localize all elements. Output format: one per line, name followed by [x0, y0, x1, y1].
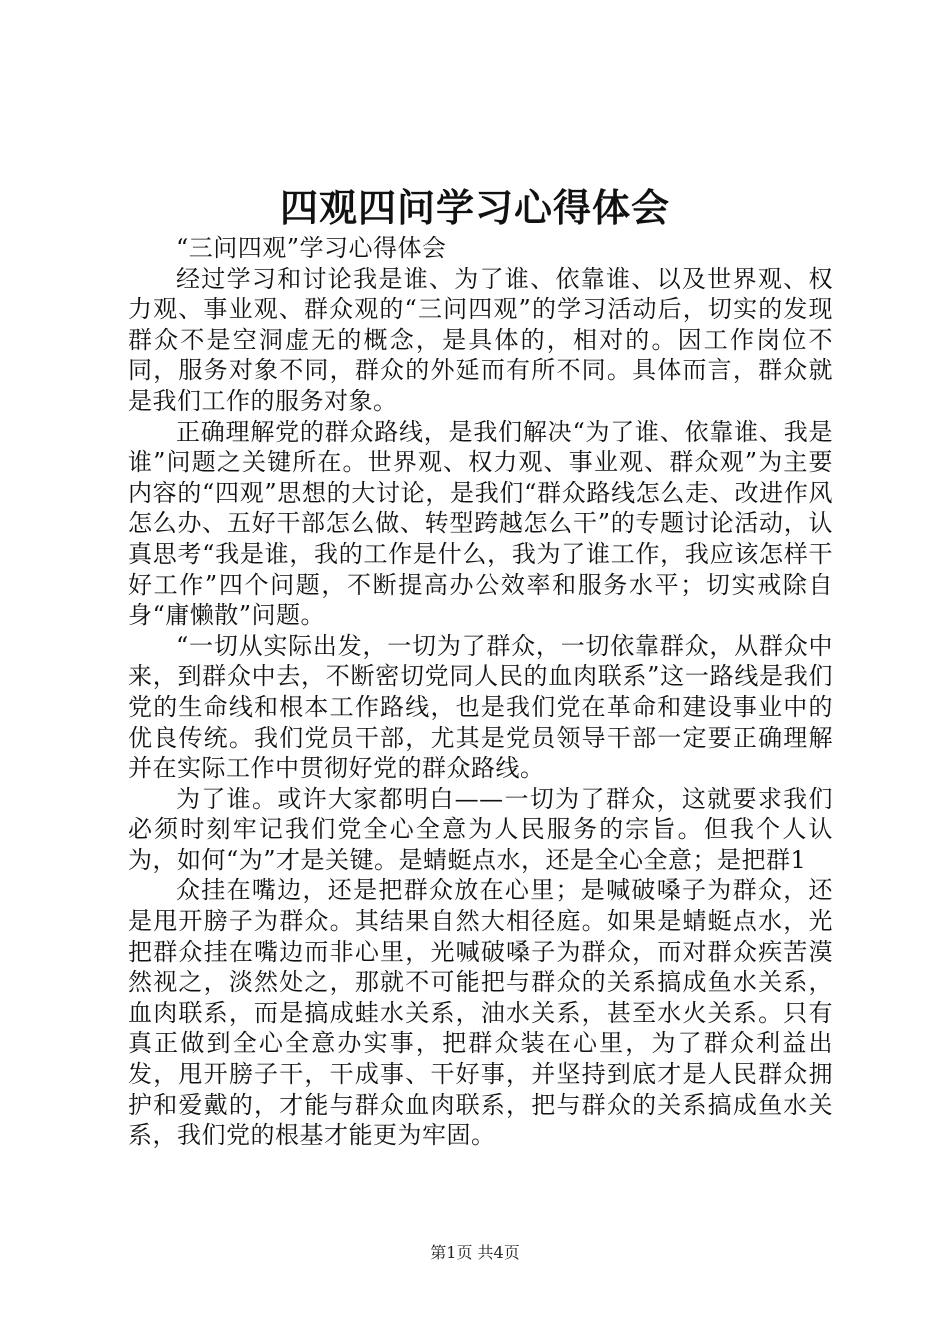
document-body: [128, 233, 833, 1151]
paragraph-subtitle: “三问四观”学习心得体会: [176, 234, 447, 262]
paragraph: 正确理解党的群众路线，是我们解决“为了谁、依靠谁、我是谁”问题之关键所在。世界观、权力观、事业观、群众观”为主要内容的“四观”思想的大讨论，是我们“群众路线怎么走、改进作风怎么办、五好干部怎么做、转型跨越怎么干”的专题讨论活动，认真思考“我是谁，我的工作是什么，我为了谁工作，我应该怎样干好工作”四个问题，不断提高办公效率和服务水平；切实戒除自身“庸懒散”问题。: [128, 417, 833, 630]
page-footer: 第1页 共4页: [430, 1243, 520, 1262]
paragraph: 经过学习和讨论我是谁、为了谁、依靠谁、以及世界观、权力观、事业观、群众观的“三问四观”的学习活动后，切实的发现群众不是空洞虚无的概念，是具体的，相对的。因工作岗位不同，服务对象不同，群众的外延而有所不同。具体而言，群众就是我们工作的服务对象。: [128, 264, 833, 415]
paragraph: 为了谁。或许大家都明白——一切为了群众，这就要求我们必须时刻牢记我们党全心全意为人民服务的宗旨。但我个人认为，如何“为”才是关键。是蜻蜓点水，还是全心全意；是把群1: [128, 784, 833, 874]
paragraph: “一切从实际出发，一切为了群众，一切依靠群众，从群众中来，到群众中去，不断密切党同人民的血肉联系”这一路线是我们党的生命线和根本工作路线，也是我们党在革命和建设事业中的优良传统。我们党员干部，尤其是党员领导干部一定要正确理解并在实际工作中贯彻好党的群众路线。: [128, 631, 833, 783]
paragraph: 众挂在嘴边，还是把群众放在心里；是喊破嗓子为群众，还是甩开膀子为群众。其结果自然大相径庭。如果是蜻蜓点水，光把群众挂在嘴边而非心里，光喊破嗓子为群众，而对群众疾苦漠然视之，淡然处之，那就不可能把与群众的关系搞成鱼水关系，血肉联系，而是搞成蛙水关系，油水关系，甚至水火关系。只有真正做到全心全意办实事，把群众装在心里，为了群众利益出发，甩开膀子干，干成事、干好事，并坚持到底才是人民群众拥护和爱戴的，才能与群众血肉联系，把与群众的关系搞成鱼水关系，我们党的根基才能更为牢固。: [128, 876, 833, 1150]
document-title: 四观四问学习心得体会: [279, 185, 670, 230]
